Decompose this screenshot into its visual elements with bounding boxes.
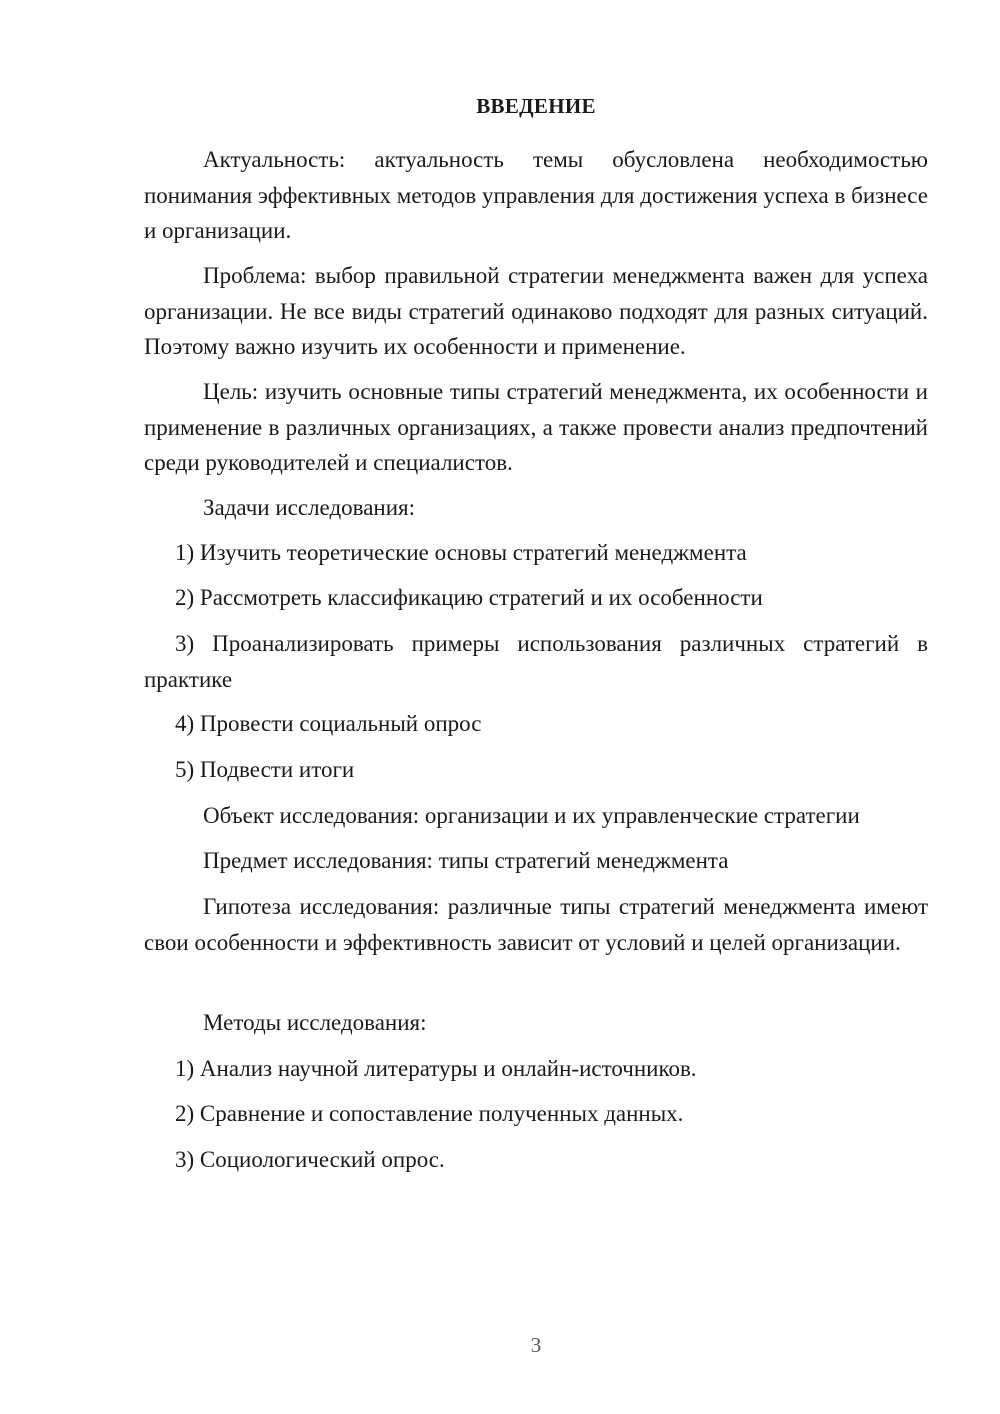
task-item-4: 4) Провести социальный опрос [175,711,482,736]
relevance-paragraph: Актуальность: актуальность темы обусловлена необходимостью понимания эффективных методов управления для достижения успеха в бизнесе и организации. [144,147,928,243]
object-paragraph: Объект исследования: организации и их управленческие стратегии [203,803,860,828]
method-item-2: 2) Сравнение и сопоставление полученных данных. [175,1101,684,1126]
method-item-1: 1) Анализ научной литературы и онлайн-источников. [175,1056,697,1081]
task-item-2: 2) Рассмотреть классификацию стратегий и их особенности [175,585,763,610]
problem-paragraph: Проблема: выбор правильной стратегии менеджмента важен для успеха организации. Не все виды стратегий одинаково подходят для разных ситуаций. Поэтому важно изучить их особенности и применение. [144,263,928,359]
task-item-5: 5) Подвести итоги [175,757,355,782]
method-item-3: 3) Социологический опрос. [175,1147,445,1172]
goal-paragraph: Цель: изучить основные типы стратегий менеджмента, их особенности и применение в различных организациях, а также провести анализ предпочтений среди руководителей и специалистов. [144,379,928,475]
hypothesis-paragraph: Гипотеза исследования: различные типы стратегий менеджмента имеют свои особенности и эффективность зависит от условий и целей организации. [144,894,928,955]
subject-paragraph: Предмет исследования: типы стратегий менеджмента [203,848,729,873]
task-item-3: 3) Проанализировать примеры использования различных стратегий в практике [144,631,928,692]
page-number: 3 [530,1333,542,1357]
tasks-heading: Задачи исследования: [203,495,416,520]
task-item-1: 1) Изучить теоретические основы стратегий менеджмента [175,540,747,565]
methods-heading: Методы исследования: [203,1010,427,1035]
page-title: ВВЕДЕНИЕ [476,94,596,118]
